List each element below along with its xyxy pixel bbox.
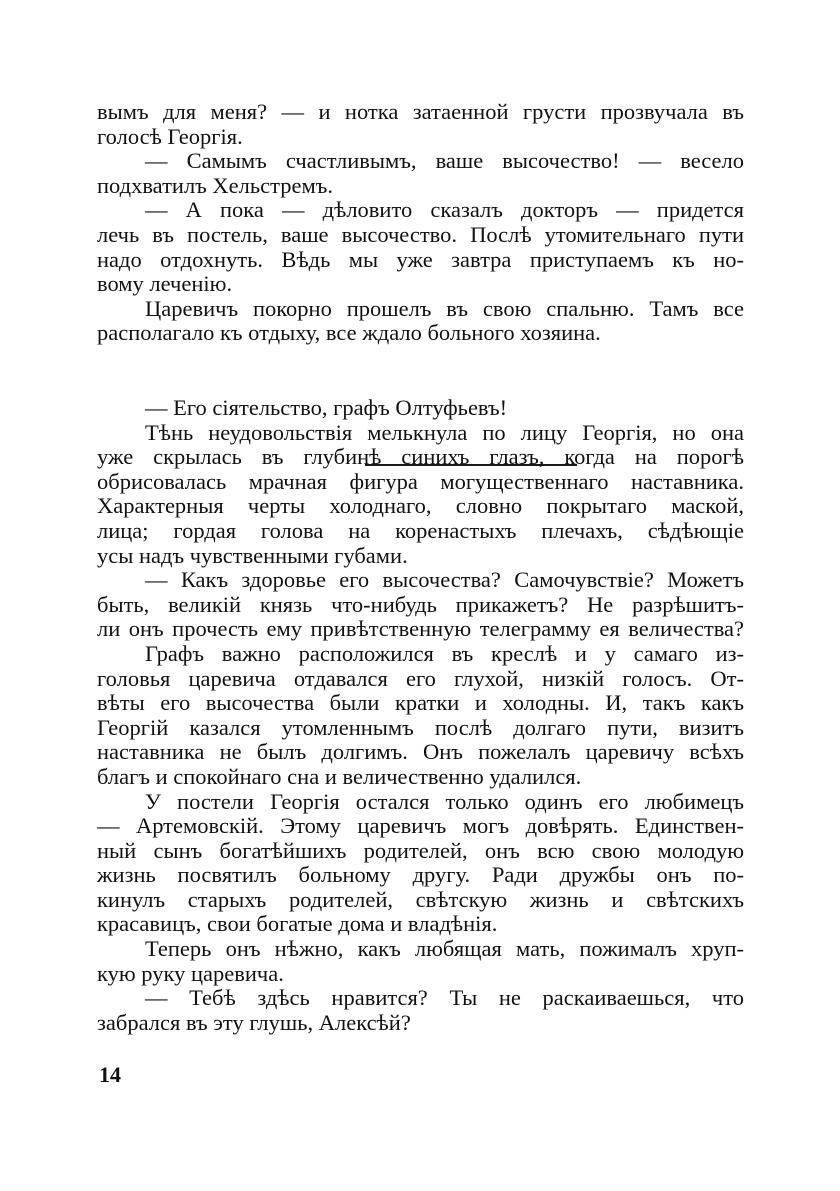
- text-line: кую руку царевича.: [97, 960, 284, 986]
- text-line: кинулъ старыхъ родителей, свѣтскую жизнь и свѣтскихъ: [97, 886, 744, 912]
- text-line: — Его сіятельство, графъ Олтуфьевъ!: [145, 395, 508, 420]
- text-block-narrative: [97, 396, 744, 1035]
- text-line: подхватилъ Хельстремъ.: [97, 172, 333, 198]
- text-line: уже скрылась въ глубинѣ синихъ глазъ, когда на порогѣ: [97, 444, 744, 470]
- text-line: головья царевича отдавался его глухой, низкій голосъ. От-: [97, 665, 744, 691]
- text-line: лечь въ постель, ваше высочество. Послѣ утомительнаго пути: [97, 221, 744, 247]
- text-line: — А пока — дѣловито сказалъ докторъ — придется: [145, 197, 744, 223]
- text-line: наставника не былъ долгимъ. Онъ пожелалъ царевичу всѣхъ: [97, 739, 744, 765]
- text-line: усы надъ чувственными губами.: [97, 542, 408, 568]
- text-line: обрисовалась мрачная фигура могущественнаго наставника.: [97, 468, 744, 494]
- text-line: — Тебѣ здѣсь нравится? Ты не раскаиваешься, что: [145, 985, 744, 1011]
- text-line: ный сынъ богатѣйшихъ родителей, онъ всю свою молодую: [97, 837, 744, 863]
- page-number: 14: [99, 1062, 121, 1087]
- text-line: ли онъ прочесть ему привѣтственную телеграмму ея величества?: [97, 616, 744, 642]
- text-line: У постели Георгія остался только одинъ его любимецъ: [145, 788, 744, 814]
- text-line: надо отдохнуть. Вѣдь мы уже завтра приступаемъ къ но-: [97, 246, 744, 272]
- text-line: Графъ важно расположился въ креслѣ и у самаго из-: [145, 640, 744, 666]
- text-line: Царевичъ покорно прошелъ въ свою спальню. Тамъ все: [145, 295, 744, 321]
- book-page: [97, 99, 744, 1035]
- text-line: жизнь посвятилъ больному другу. Ради дружбы онъ по-: [97, 862, 744, 888]
- text-line: Тѣнь неудовольствія мелькнула по лицу Георгія, но она: [145, 419, 744, 445]
- text-line: Характерныя черты холоднаго, словно покрытаго маской,: [97, 493, 744, 519]
- text-line: располагало къ отдыху, все ждало больного хозяина.: [97, 320, 601, 346]
- text-line: быть, великій князь что-нибудь прикажетъ? Не разрѣшитъ-: [97, 591, 744, 617]
- text-line: вымъ для меня? — и нотка затаенной грусти прозвучала въ: [97, 99, 744, 124]
- text-line: — Какъ здоровье его высочества? Самочувствіе? Можетъ: [145, 567, 744, 593]
- text-line: — Артемовскій. Этому царевичъ могъ довѣрять. Единствен-: [97, 813, 744, 839]
- text-line: вѣты его высочества были кратки и холодны. И, такъ какъ: [97, 690, 744, 716]
- text-line: благъ и спокойнаго сна и величественно удалился.: [97, 763, 582, 789]
- text-line: лица; гордая голова на коренастыхъ плечахъ, сѣдѣющіе: [97, 517, 744, 543]
- text-line: — Самымъ счастливымъ, ваше высочество! — весело: [145, 148, 744, 174]
- text-block-dialogue: [97, 100, 744, 346]
- text-line: забрался въ эту глушь, Алексѣй?: [97, 1009, 411, 1035]
- text-line: Теперь онъ нѣжно, какъ любящая мать, пожималъ хруп-: [145, 936, 744, 962]
- text-line: красавицъ, свои богатые дома и владѣнія.: [97, 911, 498, 937]
- text-line: вому леченію.: [97, 271, 233, 297]
- text-line: Георгій казался утомленнымъ послѣ долгаго пути, визитъ: [97, 714, 744, 740]
- text-line: голосѣ Георгія.: [97, 123, 243, 149]
